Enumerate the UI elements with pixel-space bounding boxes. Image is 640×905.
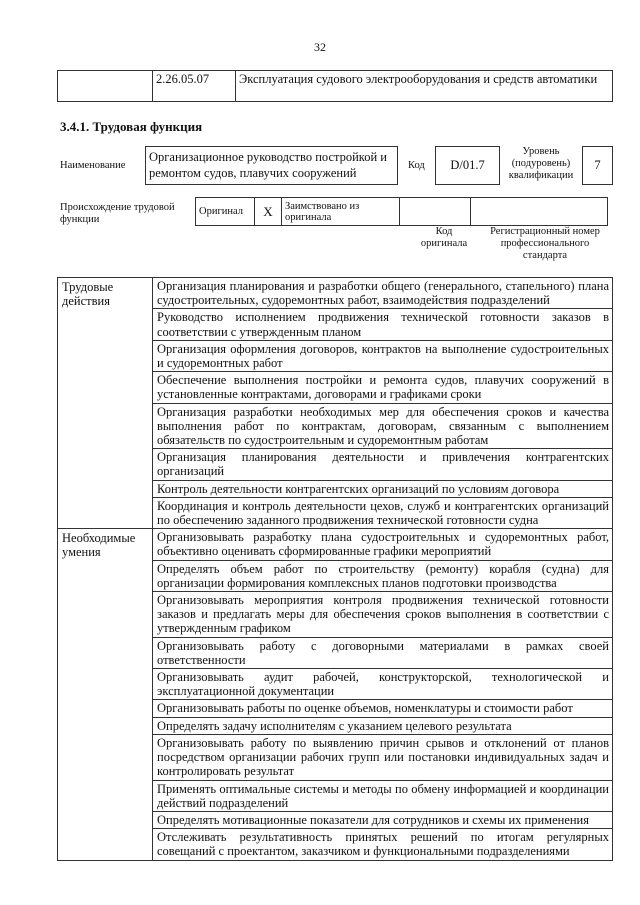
skill-row-text: Организовывать мероприятия контроля продвижения технической готовности заказов и предлагать меры для обеспечения сроков выполнения в соответствии с утвержденным графиком xyxy=(153,592,613,638)
skill-row-text: Организовывать аудит рабочей, конструкторской, технологической и эксплуатационной документации xyxy=(153,669,613,700)
labor-action-row-text: Обеспечение выполнения постройки и ремонта судов, плавучих сооружений в установленные контрактами, договорами и графиками сроки xyxy=(153,372,613,403)
level-value: 7 xyxy=(582,146,613,185)
skill-row xyxy=(58,529,613,560)
labor-action-row xyxy=(58,278,613,309)
name-value: Организационное руководство постройкой и ремонтом судов, плавучих сооружений xyxy=(149,150,387,180)
name-label: Наименование xyxy=(60,160,126,171)
header-empty-cell xyxy=(58,71,153,102)
labor-action-row-text: Координация и контроль деятельности цехов, служб и контрагентских организаций по обеспечению заданного продвижения технической готовности судна xyxy=(153,497,613,528)
code-label: Код xyxy=(408,160,425,171)
main-table xyxy=(57,277,613,861)
labor-action-row-text: Контроль деятельности контрагентских организаций по условиям договора xyxy=(153,480,613,497)
skill-row-text: Определять задачу исполнителям с указанием целевого результата xyxy=(153,717,613,734)
code-original-label: Код оригинала xyxy=(420,226,468,249)
reg-number-cell xyxy=(471,198,608,226)
labor-action-row-text: Организация планирования деятельности и привлечения контрагентских организаций xyxy=(153,449,613,480)
code-original-cell xyxy=(400,198,471,226)
header-code: 2.26.05.07 xyxy=(153,71,236,102)
skill-row-text: Организовывать разработку плана судостроительных и судоремонтных работ, объективно оценивать сформированные графики мероприятий xyxy=(153,529,613,560)
origin-table xyxy=(195,197,608,226)
header-title: Эксплуатация судового электрооборудования и средств автоматики xyxy=(236,71,613,102)
origin-label: Происхождение трудовой функции xyxy=(60,202,175,225)
labor-actions-label: Трудовые действия xyxy=(58,278,153,529)
skills-label: Необходимые умения xyxy=(58,529,153,860)
skill-row-text: Определять объем работ по строительству (ремонту) корабля (судна) для организации формирования комплексных планов подготовки производства xyxy=(153,560,613,591)
skill-row-text: Определять мотивационные показатели для сотрудников и схемы их применения xyxy=(153,811,613,828)
skill-row-text: Организовывать работу с договорными материалами в рамках своей ответственности xyxy=(153,637,613,668)
labor-action-row-text: Организация планирования и разработки общего (генерального, стапельного) плана судостроительных, судоремонтных работ, взаимодействия подразделений xyxy=(153,278,613,309)
borrowed-label: Заимствовано из оригинала xyxy=(282,198,400,226)
skill-row-text: Организовывать работу по выявлению причин срывов и отклонений от планов посредством организации рабочих групп или постановки индивидуальных задач и контролировать результат xyxy=(153,734,613,780)
labor-action-row-text: Организация оформления договоров, контрактов на выполнение судостроительных и судоремонтных работ xyxy=(153,340,613,371)
page-number: 32 xyxy=(314,40,326,54)
labor-action-row-text: Руководство исполнением продвижения технической готовности заказов в соответствии с утвержденным планом xyxy=(153,309,613,340)
level-label: Уровень (подуровень) квалификации xyxy=(508,146,574,181)
original-mark: X xyxy=(255,198,282,226)
original-label: Оригинал xyxy=(196,198,255,226)
skill-row-text: Отслеживать результативность принятых решений по итогам регулярных совещаний с проектантом, заказчиком и функциональными подразделениями xyxy=(153,829,613,860)
section-title: 3.4.1. Трудовая функция xyxy=(60,119,203,134)
reg-number-label: Регистрационный номер профессионального стандарта xyxy=(490,226,600,261)
name-value-box xyxy=(145,146,398,185)
code-value: D/01.7 xyxy=(435,146,500,185)
skill-row-text: Организовывать работы по оценке объемов, номенклатуры и стоимости работ xyxy=(153,700,613,717)
labor-action-row-text: Организация разработки необходимых мер для обеспечения сроков и качества выполнения работ по контрактам, договорам, связанным с выполнением обязательств по судостроительным и судоремонтным работам xyxy=(153,403,613,449)
skill-row-text: Применять оптимальные системы и методы по обмену информацией и координации действий подразделений xyxy=(153,780,613,811)
header-table xyxy=(57,70,613,102)
